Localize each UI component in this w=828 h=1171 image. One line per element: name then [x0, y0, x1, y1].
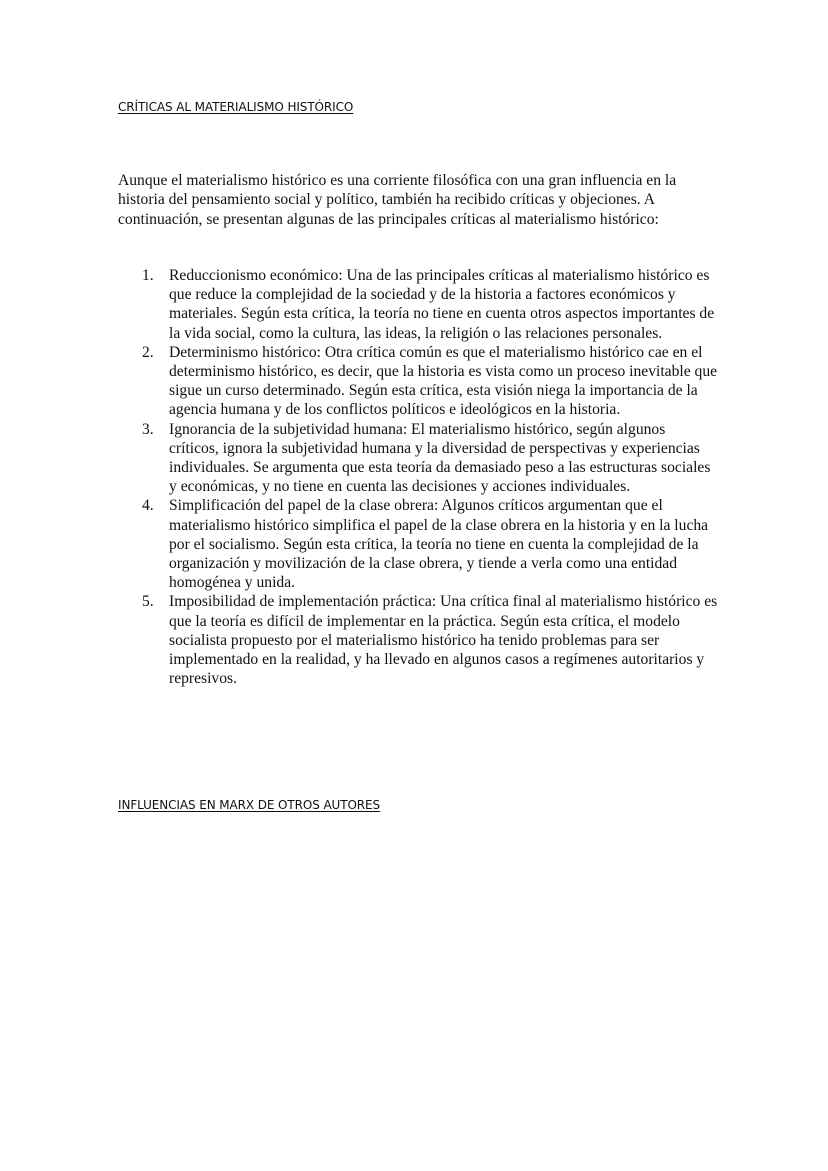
intro-paragraph: Aunque el materialismo histórico es una corriente filosófica con una gran influencia en la historia del pensamiento social y político, también ha recibido críticas y objeciones. A continuación, se presentan algunas de las principales críticas al materialismo histórico: — [118, 172, 677, 228]
list-item-number: 1. — [142, 267, 154, 284]
list-item-text: Determinismo histórico: Otra crítica común es que el materialismo histórico cae en el determinismo histórico, es decir, que la historia es vista como un proceso inevitable que sigue un curso determinado. Según esta crítica, esta visión niega la importancia de la agencia humana y de los conflictos políticos e ideológicos en la historia. — [169, 343, 718, 419]
list-item-number: 3. — [142, 420, 154, 438]
list-item-text: Reduccionismo económico: Una de las principales críticas al materialismo histórico es que reduce la complejidad de la sociedad y de la historia a factores económicos y materiales. Según esta crítica, la teoría no tiene en cuenta otros aspectos importantes de la vida social, como la cultura, las ideas, la religión o las relaciones personales. — [169, 267, 715, 342]
list-item — [118, 592, 718, 688]
list-item-number: 5. — [142, 593, 154, 611]
list-item — [118, 343, 718, 420]
list-item-number: 2. — [142, 343, 154, 361]
list-item — [118, 496, 718, 592]
list-item-number: 4. — [142, 497, 154, 515]
criticisms-list — [118, 266, 718, 688]
list-item-text: Imposibilidad de implementación práctica: Una crítica final al materialismo histórico es que la teoría es difícil de implementar en la práctica. Según esta crítica, el modelo socialista propuesto por el materialismo histórico ha tenido problemas para ser implementado en la realidad, y ha llevado en algunos casos a regímenes autoritarios y represivos. — [169, 593, 718, 688]
section-heading-influencias: INFLUENCIAS EN MARX DE OTROS AUTORES — [118, 798, 381, 812]
section-heading-criticas: CRÍTICAS AL MATERIALISMO HISTÓRICO — [118, 100, 354, 114]
list-item — [118, 420, 718, 497]
list-item-text: Ignorancia de la subjetividad humana: El materialismo histórico, según algunos críticos, ignora la subjetividad humana y la diversidad de perspectivas y experiencias individuales. Se argumenta que esta teoría da demasiado peso a las estructuras sociales y económicas, y no tiene en cuenta las decisiones y acciones individuales. — [169, 420, 711, 496]
list-item-text: Simplificación del papel de la clase obrera: Algunos críticos argumentan que el materialismo histórico simplifica el papel de la clase obrera en la historia y en la lucha por el socialismo. Según esta crítica, la teoría no tiene en cuenta la complejidad de la organización y movilización de la clase obrera, y tiende a verla como una entidad homogénea y unida. — [169, 497, 709, 592]
list-item — [118, 266, 718, 343]
